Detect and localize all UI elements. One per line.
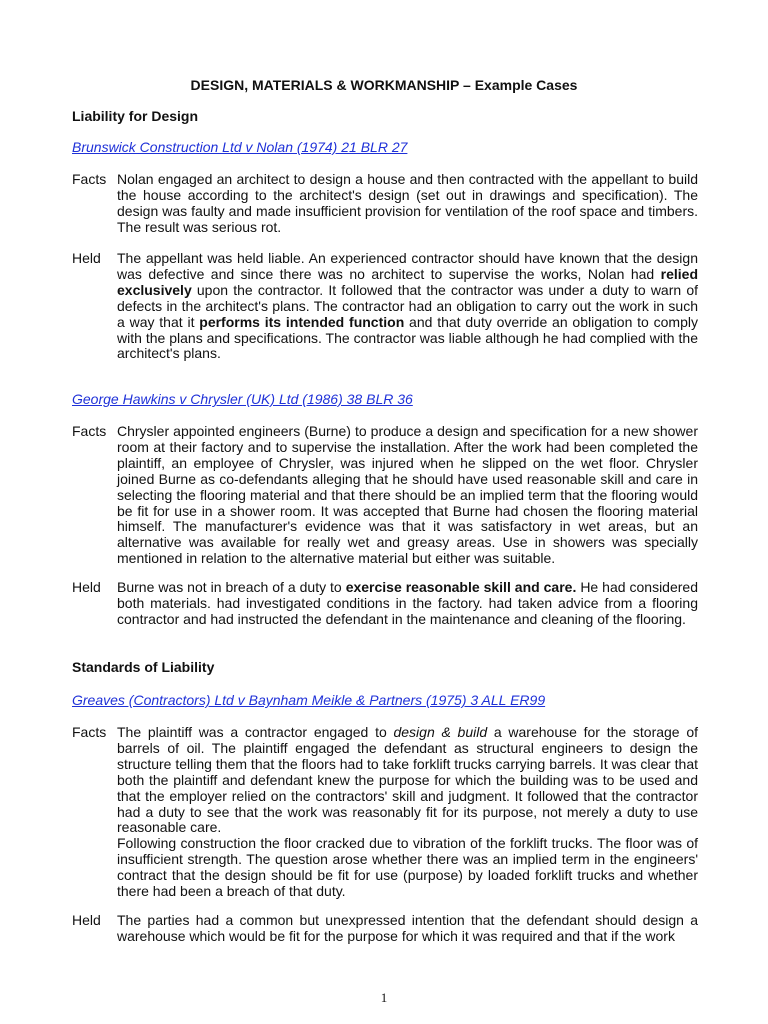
case-link-greaves[interactable]: Greaves (Contractors) Ltd v Baynham Meikle & Partners (1975) 3 ALL ER99 (72, 692, 546, 708)
held-label: Held (72, 912, 101, 928)
case2-held-text: Burne was not in breach of a duty to exercise reasonable skill and care. He had considered both materials. had investigated conditions in the factory. had taken advice from a flooring contractor and had instructed the defendant in the maintenance and cleaning of the flooring. (117, 579, 698, 627)
held-label: Held (72, 579, 101, 595)
case2-held (72, 580, 698, 628)
case2-facts (72, 424, 698, 567)
case3-facts-text: The plaintiff was a contractor engaged to design & build a warehouse for the storage of barrels of oil. The plaintiff engaged the defendant as structural engineers to design the structure telling them that the floors had to take forklift trucks carrying barrels. It was clear that both the plaintiff and defendant knew the purpose for which the building was to be used and that the employer relied on the contractors' skill and judgment. It followed that the contractor had a duty to see that the work was reasonably fit for its purpose, not merely a duty to use reasonable care. (117, 724, 698, 836)
case3-held-text: The parties had a common but unexpressed intention that the defendant should design a warehouse which would be fit for the purpose for which it was required and that if the work (117, 912, 698, 944)
page-number: 1 (380, 990, 388, 1005)
case1-held-text: The appellant was held liable. An experienced contractor should have known that the design was defective and since there was no architect to supervise the works, Nolan had relied exclusively upon the contractor. It followed that the contractor was under a duty to warn of defects in the architect's plans. The contractor had an obligation to carry out the work in such a way that it performs its intended function and that duty override an obligation to comply with the plans and specifications. The contractor was liable although he had complied with the architect's plans. (117, 250, 698, 362)
section-heading-liability-for-design: Liability for Design (72, 108, 199, 124)
case1-facts (72, 172, 698, 236)
facts-label: Facts (72, 724, 107, 740)
case2-facts-text: Chrysler appointed engineers (Burne) to produce a design and specification for a new shower room at their factory and to supervise the installation. After the work had been completed the plaintiff, an employee of Chrysler, was injured when he slipped on the wet floor. Chrysler joined Burne as co-defendants alleging that he should have used reasonable skill and care in selecting the flooring material and that there should be an implied term that the flooring would be fit for use in a shower room. It was accepted that Burne had chosen the flooring material himself. The manufacturer's evidence was that it was satisfactory in wet areas, but an alternative was available for really wet and greasy areas. Use in showers was specially mentioned in relation to the alternative material but either was suitable. (117, 423, 698, 567)
case3-held (72, 913, 698, 945)
case1-held (72, 251, 698, 362)
held-label: Held (72, 250, 101, 266)
case1-facts-text: Nolan engaged an architect to design a house and then contracted with the appellant to build the house according to the architect's design (set out in drawings and specification). The design was faulty and made insufficient provision for ventilation of the roof space and timbers. The result was serious rot. (117, 171, 698, 235)
facts-label: Facts (72, 171, 107, 187)
facts-label: Facts (72, 423, 107, 439)
section-heading-standards-of-liability: Standards of Liability (72, 659, 215, 675)
case3-facts (72, 725, 698, 900)
case-link-george-hawkins[interactable]: George Hawkins v Chrysler (UK) Ltd (1986) 38 BLR 36 (72, 391, 413, 407)
case3-facts-text-2: Following construction the floor cracked due to vibration of the forklift trucks. The floor was of insufficient strength. The question arose whether there was an implied term in the engineers' contract that the design should be fit for use (purpose) by loaded forklift trucks and whether there had been a breach of that duty. (117, 835, 698, 900)
case-link-brunswick[interactable]: Brunswick Construction Ltd v Nolan (1974) 21 BLR 27 (72, 139, 408, 155)
document-title: DESIGN, MATERIALS & WORKMANSHIP – Example Cases (190, 77, 578, 93)
